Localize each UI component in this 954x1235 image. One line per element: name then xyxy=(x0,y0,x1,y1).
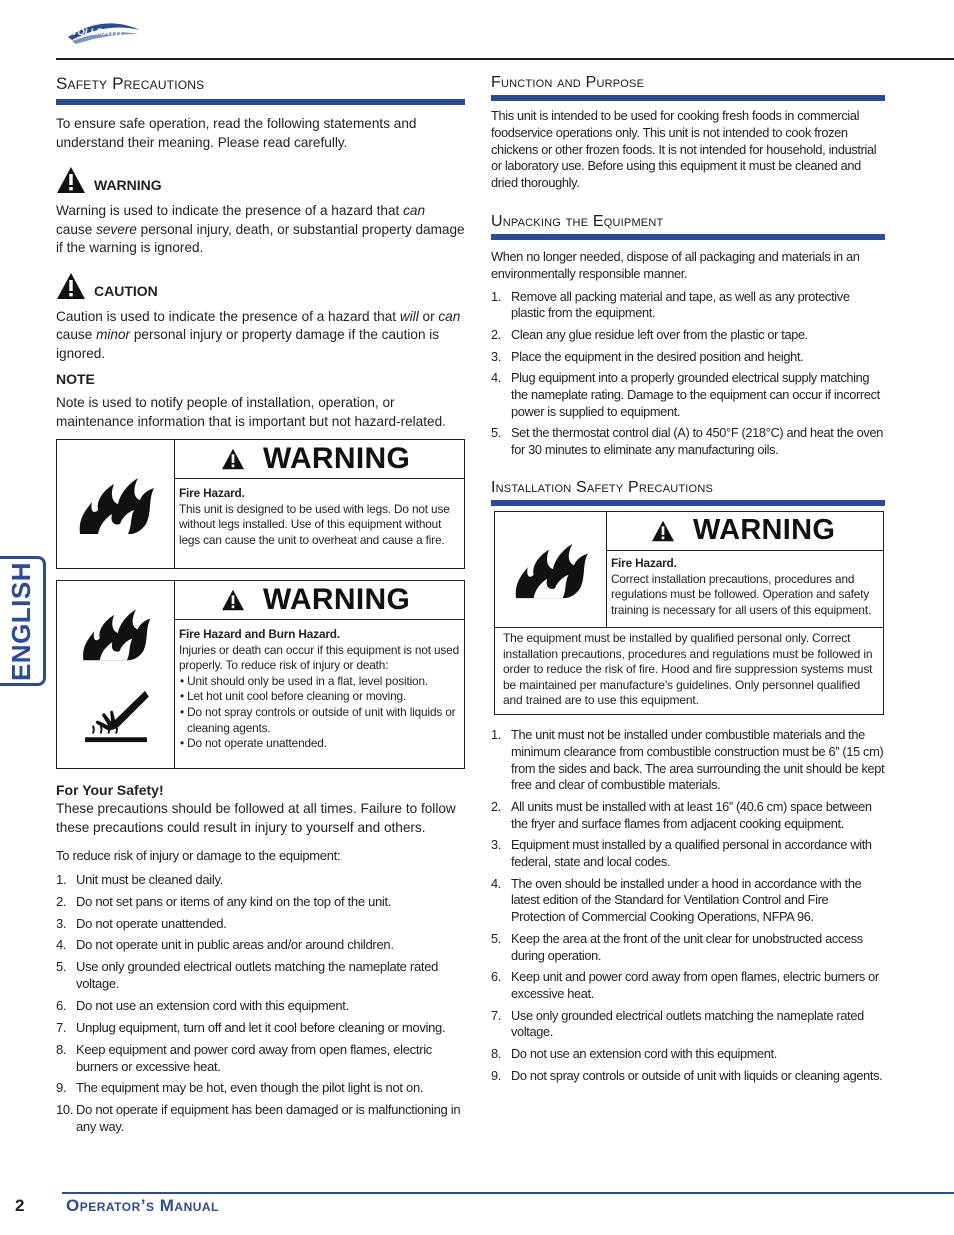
list-item-text: Do not spray controls or outside of unit with liquids or cleaning agents. xyxy=(511,1067,883,1083)
list-item-text: The unit must not be installed under combustible materials and the minimum clearance from combustible construction must be 6” (15 cm) from the sides and back. The area surrounding the unit should be kept free and clear of combustible materials. xyxy=(511,726,885,793)
right-column xyxy=(491,74,885,1089)
list-item-text: All units must be installed with at least 16” (40.6 cm) space between the fryer and surface flames from adjacent cooking equipment. xyxy=(511,798,872,831)
list-item-number: 7. xyxy=(56,1019,67,1035)
list-item-number: 6. xyxy=(56,997,67,1013)
installation-box-footer: The equipment must be installed by qualified personal only. Correct installation precautions, procedures and regulations must be followed in order to reduce the risk of fire. Hood and fire suppression systems must be maintained per manufacture’s guidelines. Only personnel qualified and trained are to use this equipment. xyxy=(503,630,873,708)
list-item-text: Do not set pans or items of any kind on the top of the unit. xyxy=(76,893,392,909)
warning-triangle-icon xyxy=(56,272,86,300)
warning-definition-header xyxy=(56,166,465,194)
list-item-text: Do not operate if equipment has been damaged or is malfunctioning in any way. xyxy=(76,1102,461,1135)
hazard-title: Fire Hazard. xyxy=(179,486,245,500)
list-item-number: 1. xyxy=(491,288,501,304)
logo-text: VOLLRATH xyxy=(71,27,123,38)
note-definition: Note is used to notify people of installation, operation, or maintenance information that is important but not hazard-related. xyxy=(56,395,446,429)
list-item-number: 5. xyxy=(491,425,501,441)
fire-icon xyxy=(511,538,591,600)
list-item xyxy=(491,349,885,366)
list-item-text: Do not operate unattended. xyxy=(76,915,227,931)
list-item xyxy=(491,425,885,459)
list-item-text: Do not use an extension cord with this equipment. xyxy=(76,997,349,1013)
installation-warning-box xyxy=(494,511,884,715)
footer-rule xyxy=(62,1192,954,1194)
list-item-text: Plug equipment into a properly grounded electrical supply matching the nameplate rating. Damage to the equipment can occur if incorrect power is supplied to equipment. xyxy=(511,370,880,419)
list-item xyxy=(56,1079,465,1096)
page-number: 2 xyxy=(15,1196,25,1215)
list-item-text: Keep unit and power cord away from open flames, electric burners or excessive heat. xyxy=(511,969,879,1002)
list-item-text: Use only grounded electrical outlets matching the nameplate rated voltage. xyxy=(76,959,439,992)
list-item-number: 2. xyxy=(491,798,501,814)
vollrath-logo xyxy=(66,20,142,46)
list-item-number: 4. xyxy=(56,937,67,953)
list-item-number: 3. xyxy=(491,837,501,853)
list-item-number: 5. xyxy=(491,930,501,946)
warning-triangle-icon xyxy=(651,520,675,542)
list-item-number: 9. xyxy=(491,1067,501,1083)
function-text: This unit is intended to be used for cooking fresh foods in commercial foodservice operations only. This unit is not intended to cook frozen chickens or other frozen foods. It is not intended for household, industrial or laboratory use. Before using this equipment it must be cleaned and dried thoroughly. xyxy=(491,108,877,191)
list-item-number: 1. xyxy=(56,872,67,887)
list-item xyxy=(56,893,465,910)
hazard-title: Fire Hazard and Burn Hazard. xyxy=(179,627,340,641)
list-item-text: Remove all packing material and tape, as well as any protective plastic from the equipment. xyxy=(511,288,850,321)
section-title-installation: Installation Safety Precautions xyxy=(491,479,885,506)
hazard-text: Injuries or death can occur if this equipment is not used properly. To reduce risk of injury or death: xyxy=(179,642,459,673)
installation-list xyxy=(491,727,885,1085)
list-item-number: 10. xyxy=(56,1102,74,1118)
list-item-number: 3. xyxy=(491,348,501,364)
list-item xyxy=(56,997,465,1014)
list-item-number: 2. xyxy=(56,893,67,909)
for-your-safety-label: For Your Safety! xyxy=(56,782,164,798)
left-column xyxy=(56,74,465,1140)
list-item-number: 8. xyxy=(491,1046,501,1062)
list-item xyxy=(491,327,885,344)
hazard-bullet: • Do not operate unattended. xyxy=(180,736,327,751)
for-your-safety-text: These precautions should be followed at all times. Failure to follow these precautions could result in injury to yourself and others. xyxy=(56,801,456,835)
warning-label: WARNING xyxy=(94,177,162,193)
list-item-number: 3. xyxy=(56,915,67,931)
list-item-number: 4. xyxy=(491,370,501,386)
list-item-text: Place the equipment in the desired position and height. xyxy=(511,348,804,364)
note-label: NOTE xyxy=(56,371,95,387)
caution-definition: Caution is used to indicate the presence of a hazard that will or can cause minor personal injury or property damage if the caution is ignored. xyxy=(56,308,461,361)
fire-burn-hazard-warning-box xyxy=(56,580,465,769)
list-item xyxy=(56,1041,465,1075)
hot-surface-hand-icon xyxy=(81,687,151,745)
list-item-text: The equipment may be hot, even though the pilot light is not on. xyxy=(76,1080,424,1096)
list-item xyxy=(491,289,885,323)
list-item xyxy=(491,876,885,926)
unpacking-list xyxy=(491,289,885,459)
list-item-text: Keep the area at the front of the unit clear for unobstructed access during operation. xyxy=(511,930,863,963)
list-item-number: 8. xyxy=(56,1041,67,1057)
list-item-text: Use only grounded electrical outlets matching the nameplate rated voltage. xyxy=(511,1007,864,1040)
caution-label: CAUTION xyxy=(94,282,158,299)
footer-title: Operator’s Manual xyxy=(66,1196,219,1215)
list-item xyxy=(491,1008,885,1042)
list-item-text: Equipment must installed by a qualified personal in accordance with federal, state and local codes. xyxy=(511,837,872,870)
list-item-number: 4. xyxy=(491,875,501,891)
warning-triangle-icon xyxy=(221,448,245,470)
list-item-text: Keep equipment and power cord away from open flames, electric burners or excessive heat. xyxy=(76,1041,433,1074)
list-item-text: Unplug equipment, turn off and let it cool before cleaning or moving. xyxy=(76,1019,446,1035)
list-item xyxy=(491,931,885,965)
list-item-text: Do not use an extension cord with this equipment. xyxy=(511,1046,777,1062)
list-item-number: 5. xyxy=(56,959,67,975)
warning-heading: WARNING xyxy=(263,442,411,475)
section-title-unpacking: Unpacking the Equipment xyxy=(491,213,885,240)
hazard-bullet: • Let hot unit cool before cleaning or moving. xyxy=(180,689,407,704)
list-item xyxy=(491,799,885,833)
safety-intro: To ensure safe operation, read the following statements and understand their meaning. Please read carefully. xyxy=(56,116,417,150)
list-item xyxy=(56,871,465,888)
list-item-text: The oven should be installed under a hood in accordance with the latest edition of the Standard for Ventilation Control and Fire Protection of Commercial Cooking Operations, NFPA 96. xyxy=(511,875,862,925)
hazard-bullet: • Do not spray controls or outside of unit with liquids or cleaning agents. xyxy=(180,704,456,735)
list-item xyxy=(56,958,465,992)
list-item xyxy=(491,1046,885,1063)
hazard-text: Correct installation precautions, procedures and regulations must be followed. Operation and safety training is necessary for all users of this equipment. xyxy=(611,571,872,617)
hazard-text: This unit is designed to be used with legs. Do not use without legs installed. Use of this equipment without legs can cause the unit to overheat and cause a fire. xyxy=(179,501,450,547)
reduce-risk-list xyxy=(56,871,465,1135)
list-item xyxy=(491,370,885,420)
caution-definition-header xyxy=(56,272,465,300)
section-title-function: Function and Purpose xyxy=(491,74,885,101)
list-item xyxy=(491,837,885,871)
warning-triangle-icon xyxy=(56,166,86,194)
reduce-risk-intro: To reduce risk of injury or damage to the equipment: xyxy=(56,848,341,863)
list-item-number: 1. xyxy=(491,726,501,742)
warning-heading: WARNING xyxy=(693,514,836,547)
list-item-number: 7. xyxy=(491,1007,501,1023)
header-rule xyxy=(56,58,954,60)
warning-triangle-icon xyxy=(221,589,245,611)
list-item-number: 2. xyxy=(491,326,501,342)
list-item-text: Clean any glue residue left over from the plastic or tape. xyxy=(511,326,808,342)
list-item-text: Do not operate unit in public areas and/or around children. xyxy=(76,937,394,953)
fire-hazard-warning-box xyxy=(56,439,465,569)
list-item-text: Unit must be cleaned daily. xyxy=(76,872,224,887)
list-item xyxy=(491,969,885,1003)
language-tab-label: ENGLISH xyxy=(6,561,37,681)
list-item xyxy=(56,936,465,953)
language-tab xyxy=(0,556,46,686)
unpacking-intro: When no longer needed, dispose of all packaging and materials in an environmentally responsible manner. xyxy=(491,248,860,281)
hazard-title: Fire Hazard. xyxy=(611,555,677,570)
list-item-text: Set the thermostat control dial (A) to 450°F (218°C) and heat the oven for 30 minutes to eliminate any manufacturing oils. xyxy=(511,425,883,458)
section-title-safety: Safety Precautions xyxy=(56,74,465,105)
list-item xyxy=(56,915,465,932)
list-item xyxy=(491,727,885,794)
fire-icon xyxy=(75,472,157,536)
hazard-bullet: • Unit should only be used in a flat, level position. xyxy=(180,673,428,688)
list-item xyxy=(56,1019,465,1036)
list-item-number: 6. xyxy=(491,969,501,985)
list-item xyxy=(56,1101,465,1135)
warning-definition: Warning is used to indicate the presence of a hazard that can cause severe personal injury, death, or substantial property damage if the warning is ignored. xyxy=(56,203,465,255)
fire-icon xyxy=(78,604,154,662)
list-item xyxy=(491,1068,885,1085)
list-item-number: 9. xyxy=(56,1080,67,1096)
warning-heading: WARNING xyxy=(263,583,411,616)
